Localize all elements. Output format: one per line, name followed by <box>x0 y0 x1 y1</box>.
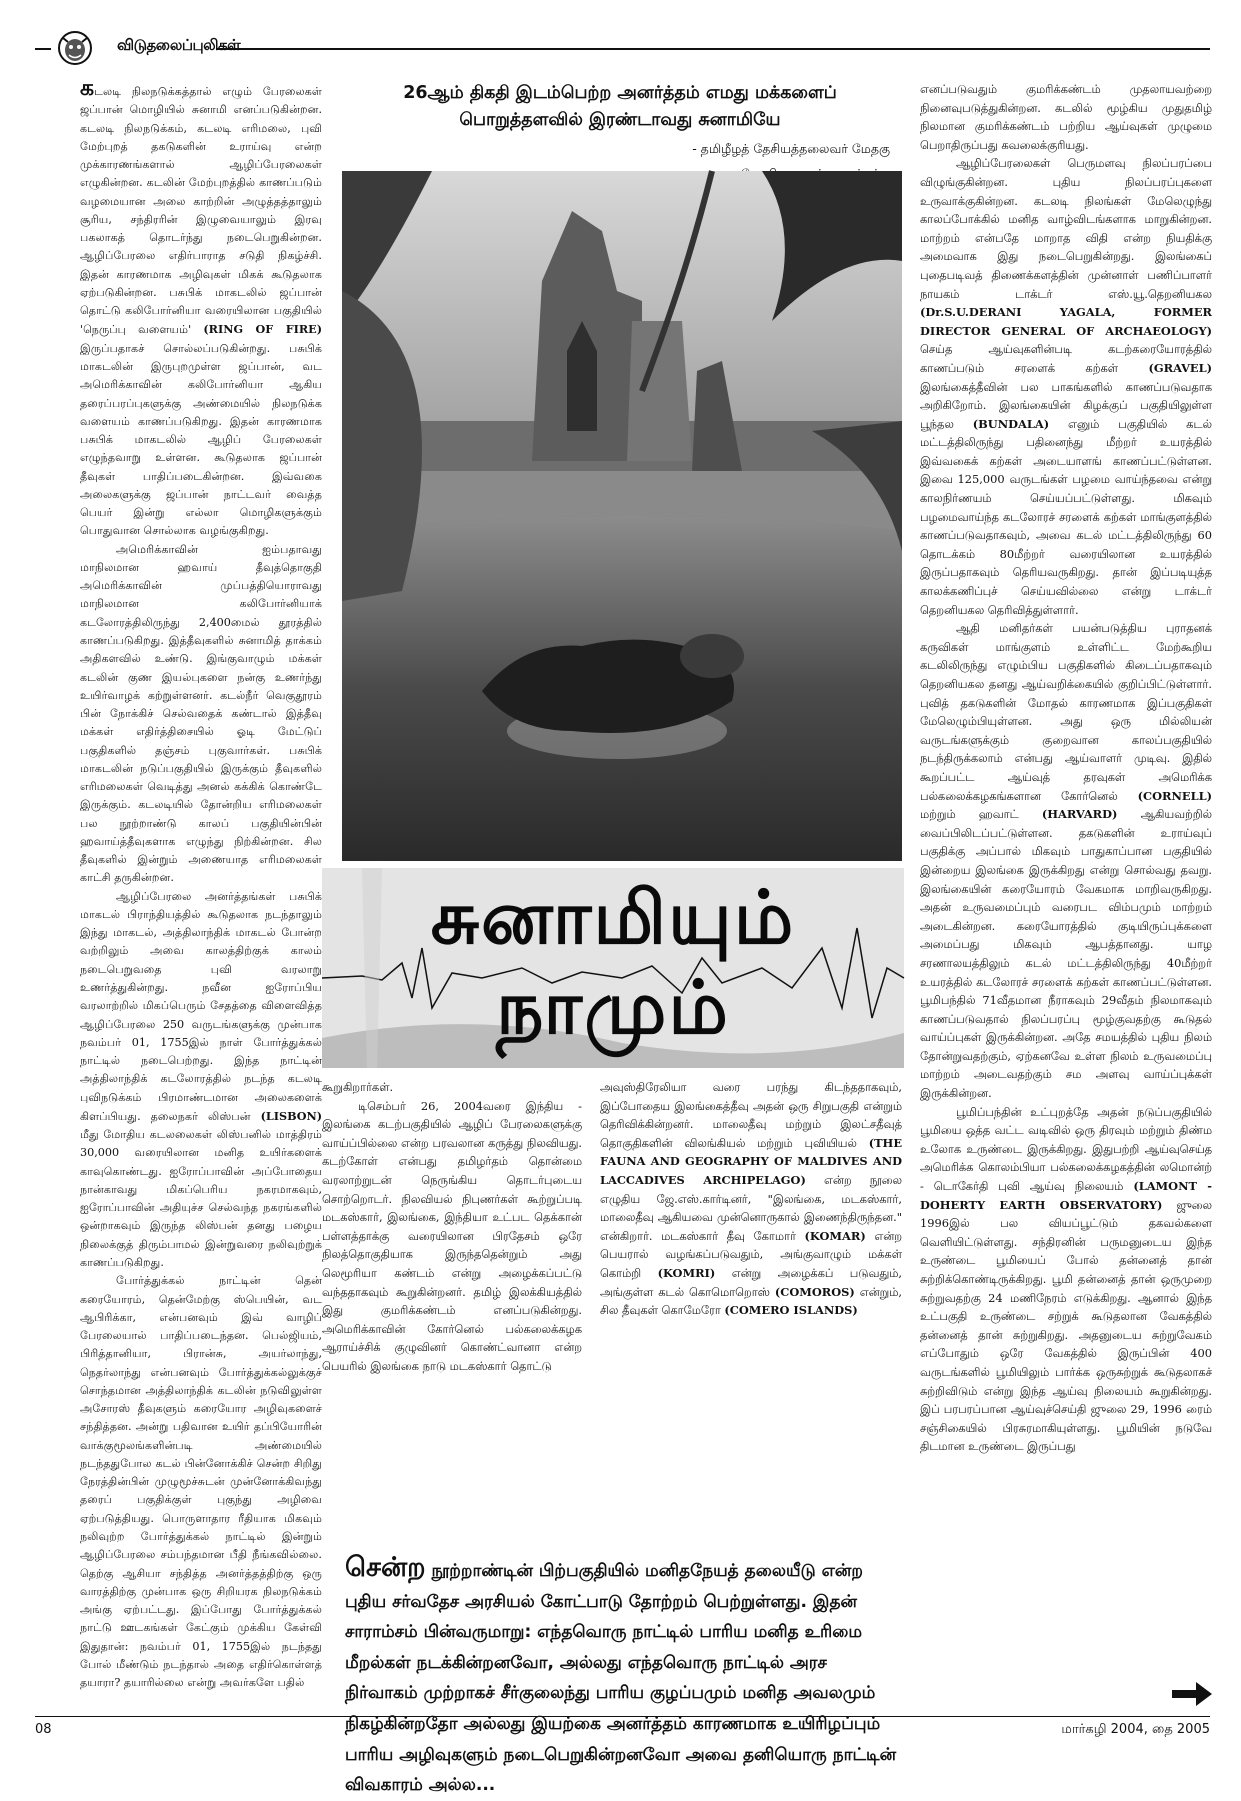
magazine-brand: விடுதலைப்புலிகள் <box>117 36 241 54</box>
col4-paragraph-2: ஆழிப்பேரலைகள் பெருமளவு நிலப்பரப்பை விழுங்குகின்றன. புதிய நிலப்பரப்புகளை உருவாக்குகின்றன. கடலடி நிலங்கள் மேலெழுந்து காலப்போக்கில் மனித வாழ்விடங்களாக மாறுகின்றன. மாற்றம் என்பதே மாறாத விதி என்ற நியதிக்கு அமைவாக இது நடைபெறுகின்றது. இலங்கைப் புதைபடிவத் திணைக்களத்தின் முன்னாள் பணிப்பாளர் நாயகம் டாக்டர் எஸ்.யூ.தெறனியகல (Dr.S.U.DERANI YAGALA, FORMER DIRECTOR GENERAL OF ARCHAEOLOGY) செய்த ஆய்வுகளின்படி கடற்கரையோரத்தில் காணப்படும் சரளைக் கற்கள் (GRAVEL) இலங்கைத்தீவின் பல பாகங்களில் காணப்படுவதாக அறிகிறோம். இலங்கையின் கிழக்குப் பகுதியிலுள்ள பூந்தல (BUNDALA) எனும் பகுதியில் கடல் மட்டத்திலிருந்து பதினைந்து மீற்றர் உயரத்தில் இவ்வகைக் கற்கள் அடையாளங் காணப்பட்டுள்ளன. இவை 125,000 வருடங்கள் பழமை வாய்ந்தவை என்று காலநிர்ணயம் செய்யப்பட்டுள்ளது. மிகவும் பழமைவாய்ந்த கடலோரச் சரளைக் கற்கள் மாங்குளத்தில் காணப்படுவதாகவும், அவை கடல் மட்டத்திலிருந்து 60 தொடக்கம் 80மீற்றர் வரையிலான உயரத்தில் இருப்பதாகவும் தெரியவருகிறது. தான் இப்படியுத்த காலக்கணிப்புச் செய்யவில்லை என்று டாக்டர் தெறனியகல தெரிவித்துள்ளார். <box>920 156 1213 617</box>
column-1 <box>80 76 322 1692</box>
drop-cap: க <box>80 76 95 101</box>
page-header <box>35 28 1210 68</box>
page-number: 08 <box>35 1722 52 1737</box>
quote-text: 26ஆம் திகதி இடம்பெற்ற அனர்த்தம் எமது மக்களைப் பொறுத்தளவில் இரண்டாவது சுனாமியே <box>403 83 837 130</box>
leader-quote <box>340 80 900 184</box>
col1-paragraph-3: ஆழிப்பேரலை அனர்த்தங்கள் பசுபிக் மாகடல் பிராந்தியத்தில் கூடுதலாக நடந்தாலும் இந்து மாகடல், அத்திலாந்திக் மாகடல் போன்ற வற்றிலும் அவை காலத்திற்குக் காலம் நடைபெறுவதை புவி வரலாறு உணர்த்துகின்றது. நவீன ஐரோப்பிய வரலாற்றில் மிகப்பெரும் சேதத்தை விளைவித்த ஆழிப்பேரலை 250 வருடங்களுக்கு முன்பாக நவம்பர் 01, 1755இல் நாள் போர்த்துக்கல் நாட்டில் நடைபெற்றது. இந்த நாட்டின் அத்திலாந்திக் கடலோரத்தில் நடந்த கடலடி புவிநடுக்கம் பிரமாண்டமான அலைகளைக் கிளப்பியது. தலைநகர் லிஸ்பன் (LISBON) மீது மோதிய கடலலைகள் லிஸ்பனில் மாத்திரம் 30,000 வரையிலான மனித உயிர்களைக் காவுகொண்டது. ஐரோப்பாவின் அப்போதைய நான்காவது மிகப்பெரிய நகரமாகவும், ஐரோப்பாவின் அதியுச்ச செல்வந்த நகரங்களில் ஒன்றாகவும் இருந்த லிஸ்பன் தனது பழைய நிலைக்குத் திரும்பாமல் இன்றுவரை நலிவுற்றுக் காணப்படுகிறது. <box>80 889 322 1269</box>
title-line-2: நாமும் <box>496 965 730 1051</box>
tiger-logo-icon <box>55 30 95 66</box>
col4-paragraph-3: ஆதி மனிதர்கள் பயன்படுத்திய புராதனக் கருவிகள் மாங்குளம் உள்ளிட்ட மேற்கூறிய கடலிலிருந்து எழும்பிய பகுதிகளில் கிடைப்பதாகவும் தெறனியகல தனது ஆய்வறிக்கையில் குறிப்பிட்டுள்ளார். புவித் தகடுகளின் மோதல் காரணமாக இப்பகுதிகள் மேலெழும்பியுள்ளன. அது ஒரு மில்லியன் வருடங்களுக்கும் குறைவான காலப்பகுதியில் நடந்திருக்கலாம் என்பது ஆய்வாளர் முடிவு. இதில் கூறப்பட்ட ஆய்வுத் தரவுகள் அமெரிக்க பல்கலைக்கழகங்களான கோர்னெல் (CORNELL) மற்றும் ஹவாட் (HARVARD) ஆகியவற்றில் வைப்பிலிடப்பட்டுள்ளன. தகடுகளின் உராய்வுப் பகுதிக்கு அப்பால் மிகவும் பாதுகாப்பான பகுதியில் இன்றைய இலங்கை இருக்கிறது என்று சொல்வது தவறு. இலங்கையின் கரையோரம் வேகமாக மாறிவருகிறது. அதன் உருவமைப்பும் வரைபட விம்பமும் மாற்றம் அடைகின்றன. கரையோரத்தில் குடியிருப்புக்களை அமைப்பது மிகவும் ஆபத்தானது. யாழ சரணாலயத்திலும் கடல் மட்டத்திலிருந்து 40மீற்றர் உயரத்தில் கடலோரச் சரளைக் கற்கள் காணப்பட்டுள்ளன. பூமிபந்தில் 71வீதமான நீராகவும் 29வீதம் நிலமாகவும் காணப்படுவதால் நிலப்பரப்பு மூழ்குவதற்கு கூடுதல் வாய்ப்புகள் இருக்கின்றன. அதே சமயத்தில் புதிய நிலம் தோன்றுவதற்கும், ஏற்கனவே உள்ள நிலம் உருவமைப்பு மாற்றம் அடைவதற்கும் சம அளவு வாய்ப்புக்கள் இருக்கின்றன. <box>920 621 1213 1101</box>
col1-paragraph-2: அமெரிக்காவின் ஐம்பதாவது மாநிலமான ஹவாய் தீவுத்தொகுதி அமெரிக்காவின் முப்பத்தியொராவது மாநிலமான கலிபோர்னியாக் கடலோரத்திலிருந்து 2,400மைல் தூரத்தில் காணப்படுகிறது. இத்தீவுகளில் சுனாமித் தாக்கம் அதிகளவில் உண்டு. இங்குவாழும் மக்கள் கடலின் குண இயல்புகளை நன்கு உணர்ந்து உயிர்வாழக் கற்றுள்ளனர். கடல்நீர் வெகுதூரம் பின் நோக்கிச் செல்வதைக் கண்டால் இத்தீவு மக்கள் எதிர்த்திசையில் ஓடி மேட்டுப் பகுதிகளில் தஞ்சம் புகுவார்கள். பசுபிக் மாகடலின் நடுப்பகுதியில் இருக்கும் தீவுகளில் எரிமலைகள் வெடித்து அனல் கக்கிக் கொண்டே இருக்கும். கடலடியில் தோன்றிய எரிமலைகள் பல நூற்றாண்டு காலப் பகுதியின்பின் ஹவாய்த்தீவுகளாக எழுந்து நிற்கின்றன. சில தீவுகளில் இன்றும் அணையாத எரிமலைகள் காட்சி தருகின்றன. <box>80 542 322 885</box>
title-line-1: சுனாமியும் <box>430 875 796 961</box>
header-rule <box>217 48 1210 50</box>
tsunami-aftermath-photo <box>342 171 902 861</box>
col3-paragraph-1: அவுஸ்திரேலியா வரை பரந்து கிடந்ததாகவும், இப்போதைய இலங்கைத்தீவு அதன் ஒரு சிறுபகுதி என்றும் தெரிவிக்கின்றனர். மாலைதீவு மற்றும் இலட்சதீவுத் தொகுதிகளின் விலங்கியல் மற்றும் புவியியல் (THE FAUNA AND GEOGRAPHY OF MALDIVES AND LACCADIVES ARCHIPELAGO) என்ற நூலை எழுதிய ஜே.எஸ்.கார்டினர், "இலங்கை, மடகஸ்கார், மாலைதீவு ஆகியவை முன்னொருகால் இணைந்திருந்தன." என்கிறார். மடகஸ்கார் தீவு கோமார் (KOMAR) என்ற பெயரால் வழங்கப்படுவதும், அங்குவாழும் மக்கள் கொம்றி (KOMRI) என்று அழைக்கப் படுவதும், அங்குள்ள கடல் கொமொறொஸ் (COMOROS) என்றும், சில தீவுகள் கொமேரோ (COMERO ISLANDS) <box>600 1080 903 1318</box>
continue-arrow-icon <box>1172 1682 1212 1706</box>
column-3 <box>600 1078 902 1320</box>
col4-paragraph-1: எனப்படுவதும் குமரிக்கண்டம் முதலாயவற்றை நினைவுபடுத்துகின்றன. கடலில் மூழ்கிய முதுதமிழ் நிலமான குமரிக்கண்டம் பற்றிய ஆய்வுகள் முழுமை பெறாதிருப்பது கவலைக்குரியது. <box>920 82 1212 152</box>
feature-title <box>322 868 904 1068</box>
column-2 <box>322 1078 582 1376</box>
col2-paragraph-1: கூறுகிறார்கள். <box>322 1080 394 1094</box>
pull-quote-text: நூற்றாண்டின் பிற்பகுதியில் மனிதநேயத் தலையீடு என்ற புதிய சர்வதேச அரசியல் கோட்பாடு தோற்றம் பெற்றுள்ளது. இதன் சாராம்சம் பின்வருமாறு: எந்தவொரு நாட்டில் பாரிய மனித உரிமை மீறல்கள் நடக்கின்றனவோ, அல்லது எந்தவொரு நாட்டில் அரச நிர்வாகம் முற்றாகச் சீர்குலைந்து பாரிய குழப்பமும் மனித அவலமும் நிகழ்கின்றதோ அல்லது இயற்கை அனர்த்தம் காரணமாக உயிரிழப்பும் பாரிய அழிவுகளும் நடைபெறுகின்றனவோ அவை தனியொரு நாட்டின் விவகாரம் அல்ல... <box>345 1561 897 1796</box>
col4-paragraph-4: பூமிப்பந்தின் உட்புறத்தே அதன் நடுப்பகுதியில் பூமியை ஒத்த வட்ட வடிவில் ஒரு திரவும் மற்றும் திண்ம உலோக உருண்டை இருக்கிறது. இதுபற்றி ஆய்வுசெய்த அமெரிக்க கொலம்பியா பல்கலைக்கழகத்தின் லமொன்ற் - டொகேர்தி புவி ஆய்வு நிலையம் (LAMONT - DOHERTY EARTH OBSERVATORY) ஜுலை 1996இல் பல வியப்பூட்டும் தகவல்களை வெளியிட்டுள்ளது. சந்திரனின் பருமனுடைய இந்த உருண்டை பூமியைப் போல் தன்னைத் தான் சுற்றிக்கொண்டிருக்கிறது. பூமி தன்னைத் தான் ஒருமுறை சுற்றுவதற்கு 24 மணிநேரம் எடுக்கிறது. ஆனால் இந்த உட்பகுதி உருண்டை சற்றுக் கூடுதலான வேகத்தில் தன்னைத் தான் சுற்றுகிறது. அதனுடைய சுற்றுவேகம் எப்போதும் ஒரே வேகத்தில் இருப்பின் 400 வருடங்களில் பூமியிலும் பார்க்க ஒருசுற்றுக் கூடுதலாகச் சுற்றிவிடும் என்று இந்த ஆய்வு நிலையம் கூறுகின்றது. இப் பரபரப்பான ஆய்வுச்செய்தி ஜுலை 29, 1996 ரைம் சஞ்சிகையில் பிரசுரமாகியுள்ளது. பூமியின் நடுவே திடமான உருண்டை இருப்பது <box>920 1104 1213 1454</box>
issue-date: மார்கழி 2004, தை 2005 <box>1061 1722 1210 1737</box>
col1-paragraph-4: போர்த்துக்கல் நாட்டின் தென் கரையோரம், தென்மேற்கு ஸ்பெயின், வட ஆபிரிக்கா, என்பனவும் இவ் வாழிப் பேரலையால் பாதிப்படைந்தன. பெல்ஜியம், பிரித்தானியா, பிரான்சு, அயர்லாந்து, நெதர்லாந்து என்பனவும் போர்த்துக்கல்லுக்குச் சொந்தமான அத்திலாந்திக் கடலின் நடுவிலுள்ள அசோரஸ் தீவுகளும் கரையோர அழிவுகளைச் சந்தித்தன. அன்று பதிவான உயிர் தப்பியோரின் வாக்குமூலங்களின்படி அண்மையில் நடந்ததுபோல கடல் பின்னோக்கிச் சென்ற சிறிது நேரத்தின்பின் முழுமூச்சுடன் முன்னோக்கிவந்து தரைப் பகுதிக்குள் புகுந்து அழிவை ஏற்படுத்தியது. பொருளாதார ரீதியாக மிகவும் நலிவுற்ற போர்த்துக்கல் நாட்டில் இன்றும் ஆழிப்பேரலை சம்பந்தமான பீதி நீங்கவில்லை. தெற்கு ஆசியா சந்தித்த அனர்த்தத்திற்கு ஒரு வாரத்திற்கு முன்பாக ஒரு சிறியரக நிலநடுக்கம் அங்கு ஏற்பட்டது. இப்போது போர்த்துக்கல் நாட்டு ஊடகங்கள் கேட்கும் முக்கிய கேள்வி இதுதான்: நவம்பர் 01, 1755இல் நடந்தது போல் மீண்டும் நடந்தால் அதை எதிர்கொள்ளத் தயாரா? தயாரில்லை என்று அவர்களே பதில் <box>80 1274 322 1690</box>
quote-attribution-1: - தமிழீழத் தேசியத்தலைவர் மேதகு <box>692 141 890 156</box>
pull-quote-lead: சென்ற <box>345 1552 426 1583</box>
col2-paragraph-2: டிசெம்பர் 26, 2004வரை இந்திய - இலங்கை கடற்பகுதியில் ஆழிப் பேரலைகளுக்கு வாய்ப்பில்லை என்ற பரவலான கருத்து நிலவியது. கடற்கோள் என்பது தமிழர்தம் தொன்மை வரலாற்றுடன் நெருங்கிய தொடர்புடைய சொற்றொடர். நிலவியல் நிபுணர்கள் கூற்றுப்படி மடகஸ்கார், இலங்கை, இந்தியா உட்பட தெக்கான் பள்ளத்தாக்கு வரையிலான பிரதேசம் ஒரே நிலத்தொகுதியாக இருந்ததென்றும் அது லெமூரியா கண்டம் என்று அழைக்கப்பட்டு வந்ததாகவும் கூறுகின்றனர். தமிழ் இலக்கியத்தில் இது குமரிக்கண்டம் எனப்படுகின்றது. அமெரிக்காவின் கோர்னெல் பல்கலைக்கழக ஆராய்ச்சிக் குழுவினர் கொண்ட்வானா என்ற பெயரில் இலங்கை நாடு மடகஸ்கார் தொட்டு <box>322 1098 582 1373</box>
footer-rule <box>35 1716 1210 1717</box>
pull-quote <box>345 1552 905 1796</box>
col1-paragraph-1: கடலடி நிலநடுக்கத்தால் எழும் பேரலைகள் ஜப்பான் மொழியில் சுனாமி எனப்படுகின்றன. கடலடி நிலநடுக்கம், கடலடி எரிமலை, புவி மேற்புறத் தகடுகளின் உராய்வு என்ற முக்காரணங்களால் ஆழிப்பேரலைகள் எழுகின்றன. கடலின் மேற்புறத்தில் காணப்படும் வழமையான அலை காற்றின் அழுத்தத்தாலும் சூரிய, சந்திரரின் இழுவையாலும் இரவு பகலாகத் தொடர்ந்து நடைபெறுகின்றன. ஆழிப்பேரலை எதிர்பாராத சடுதி நிகழ்ச்சி. இதன் காரணமாக அழிவுகள் மிகக் கூடுதலாக ஏற்படுகின்றன. பசுபிக் மாகடலில் ஜப்பான் தொட்டு கலிபோர்னியா வரையிலான பகுதியில் 'நெருப்பு வளையம்' (RING OF FIRE) இருப்பதாகச் சொல்லப்படுகின்றது. பசுபிக் மாகடலின் இருபுறமுள்ள ஜப்பான், வட அமெரிக்காவின் கலிபோர்னியா ஆகிய தரைப்பரப்புகளுக்கு அண்மையில் நிலநடுக்க வளையம் காணப்படுகிறது. இதன் காரணமாக பசுபிக் மாகடலில் ஆழிப் பேரலைகள் எழுந்தவாறு உள்ளன. கூடுதலாக ஜப்பான் தீவுகள் பாதிப்படைகின்றன. இவ்வகை அலைகளுக்கு ஜப்பான் நாட்டவர் வைத்த பெயர் இன்று எல்லா மொழிகளுக்கும் பொதுவான சொல்லாக வழங்குகிறது. <box>80 76 322 538</box>
header-rule-left <box>35 48 51 50</box>
column-4 <box>920 80 1212 1456</box>
